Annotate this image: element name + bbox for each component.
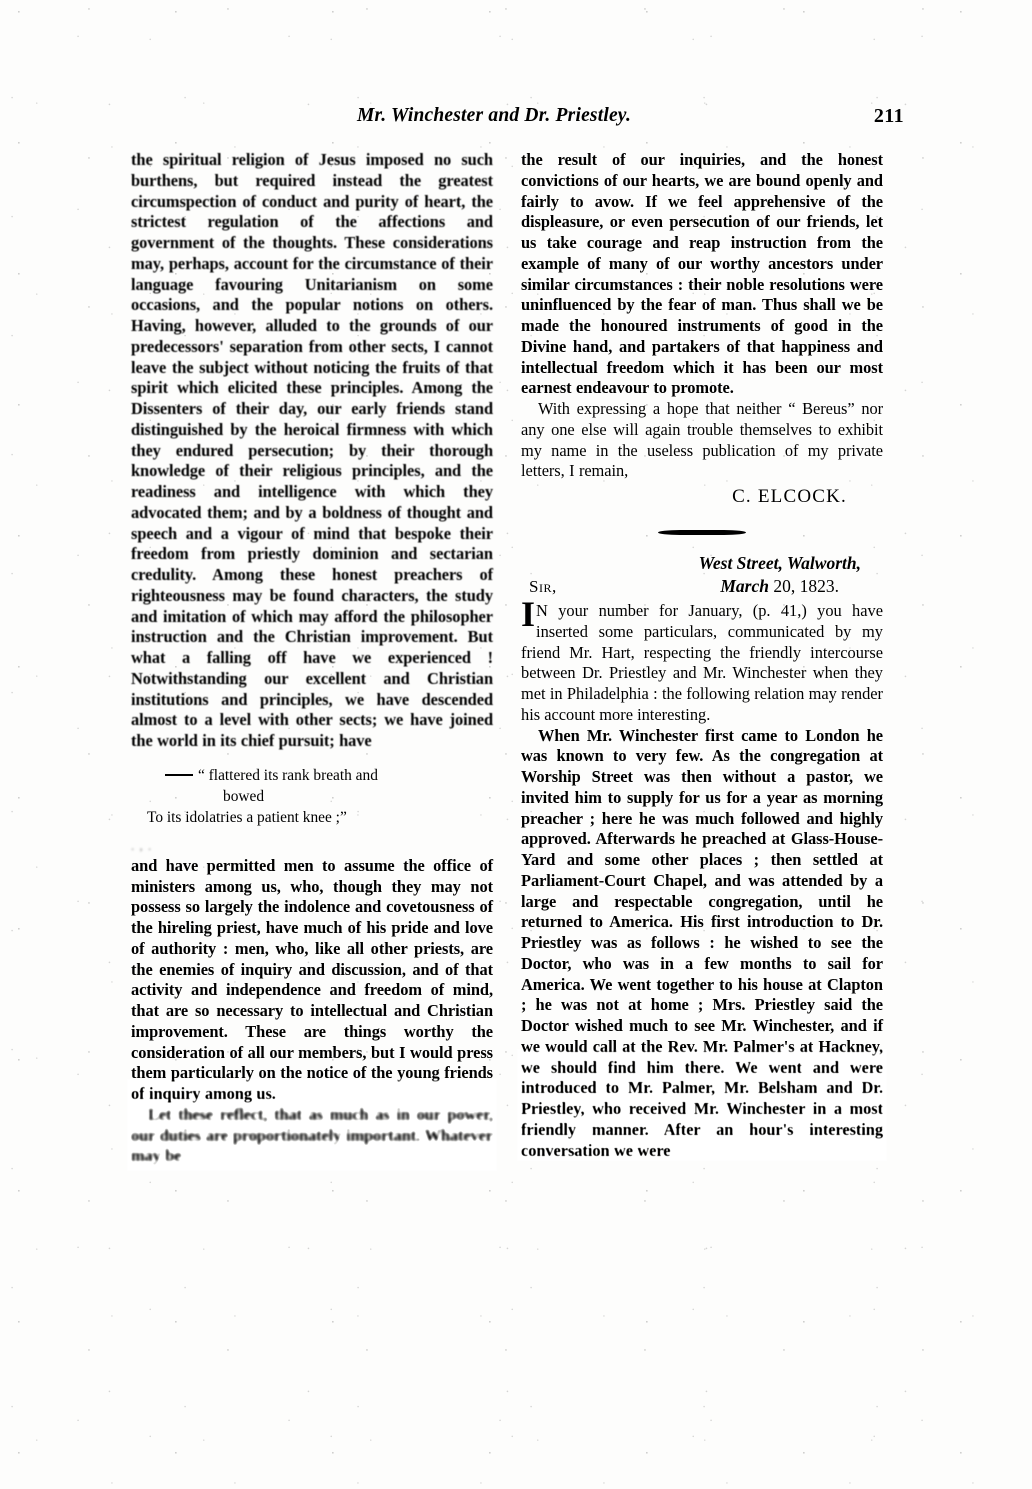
verse-line-1 (131, 765, 493, 786)
dateline-month: March (720, 576, 769, 596)
dateline-place: West Street, Walworth, (698, 553, 861, 573)
em-dash-lead-icon (165, 774, 193, 776)
right-closing-paragraph: With expressing a hope that neither “ Bereus” nor any one else will again trouble themselves to exhibit my name in the useless publication of my private letters, I remain, (521, 399, 883, 481)
bleed-through-ghost-line: . , . (131, 839, 153, 852)
dateline-date (720, 576, 839, 597)
letter-opening-paragraph (521, 594, 883, 726)
running-head (128, 105, 904, 131)
page-number: 211 (873, 105, 904, 127)
column-left (131, 150, 493, 1167)
dateline-day-year: 20, 1823. (769, 576, 839, 596)
divider-rule-icon (658, 530, 746, 535)
left-continued-paragraph: the spiritual religion of Jesus imposed no such burthens, but required instead the greatest circumspection of conduct and purity of heart, the strictest regulation of the affections and government of the thoughts. These considerations may, perhaps, account for the circumstance of their language favouring Unitarianism on some occasions, and the popular notions on others. Having, however, alluded to the grounds of our predecessors' separation from other sects, I cannot leave the subject without noticing the fruits of that spirit which elicited these principles. Among the Dissenters of their day, our early friends stand distinguished by the heroical firmness with which they endured persecution; by their thorough knowledge of their religious principles, and the readiness and intelligence with which they advocated them; and by a boldness of thought and speech and a vigour of mind that bespoke their freedom from priestly dominion and sectarian credulity. Among these honest preachers of righteousness may be found characters, the study and imitation of which may afford the philosopher instruction and the Christian improvement. But what a falling off have we experienced ! Notwithstanding our excellent and Christian institutions and principles, we have descended almost to a level with other sects; we have joined the world in its chief pursuit; have (131, 150, 493, 750)
column-right (521, 150, 883, 1161)
letter-signature: C. ELCOCK. (732, 486, 847, 507)
left-paragraph-after-verse: and have permitted men to assume the office of ministers among us, who, though they may not possess so largely the indolence and covetousness of the hireling priest, have much of his pride and love of authority : men, who, like all other priests, are the enemies of inquiry and discussion, and of that activity and independence and freedom of mind, that are so necessary to intellectual and Christian improvement. These are things worthy the consideration of all our members, but I would press them particularly on the notice of the young friends of inquiry among us. (131, 855, 493, 1103)
right-continued-paragraph: the result of our inquiries, and the honest convictions of our hearts, we are bound openly and fairly to avow. If we feel apprehensive of the displeasure, or even persecution of our friends, let us take courage and reap instruction from the example of many of our worthy ancestors under similar circumstances : their noble resolutions were uninfluenced by the fear of man. Thus shall we be made the honoured instruments of good in the Divine hand, and partakers of that happiness and intellectual freedom which it has been our most earnest endeavour to promote. (521, 150, 883, 398)
verse-line-2: bowed (223, 787, 265, 805)
running-head-title: Mr. Winchester and Dr. Priestley. (356, 105, 632, 126)
letter-body-paragraph: When Mr. Winchester first came to London he was known to very few. As the congregation at Worship Street was then without a pastor, we invited him to supply for us for a year as morning preacher ; here he was much followed and highly approved. Afterwards he preached at Glass-House-Yard and some other places ; then settled at Parliament-Court Chapel, and was attended by a large and respectable congregation, until he returned to America. His first introduction to Dr. Priestley was as follows : he wished to see the Doctor, who was in a few months to sail for America. We went together to his house at Clapton ; he was not at home ; Mrs. Priestley said the Doctor wished much to see Mr. Winchester, and if we would call at the Rev. Mr. Palmer's at Hackney, we should find him there. We went and were introduced to Mr. Palmer, Mr. Belsham and Dr. Priestley, who received Mr. Winchester in a most friendly manner. After an hour's interesting conversation we were (521, 725, 883, 1160)
left-final-paragraph: Let these reflect, that as much as in our power, our duties are proportionately important. Whatever may be (131, 1104, 493, 1166)
letter-opening-text: N your number for January, (p. 41,) you have inserted some particulars, communicated by my friend Mr. Hart, respecting the friendly intercourse between Dr. Priestley and Mr. Winchester when they met in Philadelphia : the following relation may render his account more interesting. (521, 601, 883, 724)
section-divider (521, 522, 883, 540)
verse-quotation (131, 765, 493, 828)
verse-line-1-text: “ flattered its rank breath and (198, 766, 378, 784)
verse-line-3: To its idolatries a patient knee ;” (147, 808, 347, 826)
letter-salutation: Sir, (529, 577, 557, 596)
drop-cap-letter: I (521, 594, 536, 634)
letter-dateline (521, 553, 883, 601)
